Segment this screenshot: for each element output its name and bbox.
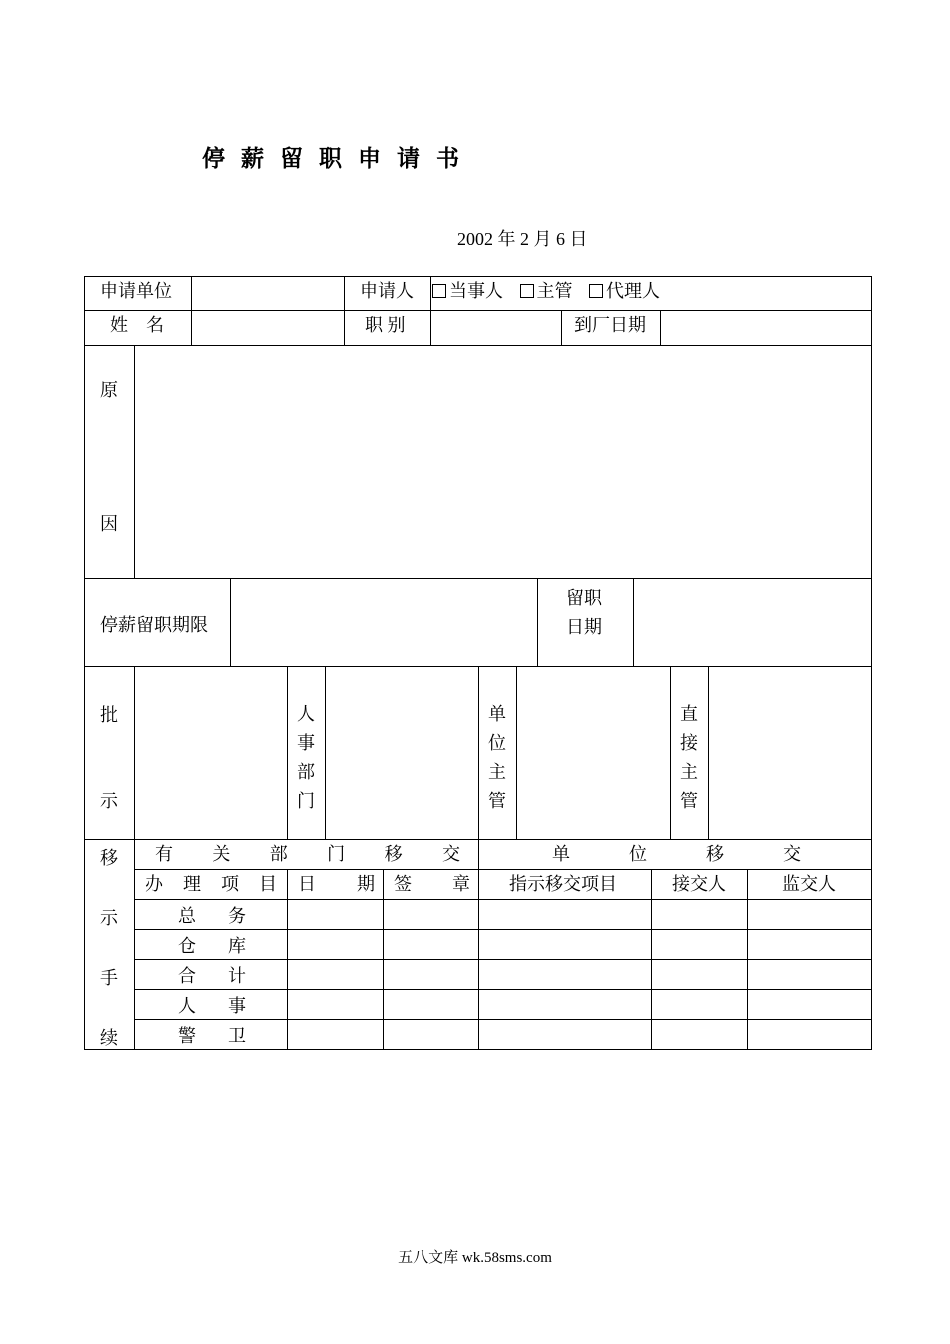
party-checkbox[interactable]	[432, 284, 446, 298]
application-form	[84, 276, 872, 1050]
hr-field[interactable]	[325, 666, 479, 840]
col-instruction-header	[478, 869, 652, 900]
col-date-char: 日	[298, 874, 316, 894]
handover-side-char: 示	[100, 908, 118, 928]
unit-field[interactable]	[191, 276, 345, 311]
dept-header-char: 门	[327, 844, 346, 864]
col-item-header	[134, 869, 288, 900]
direct-manager-field[interactable]	[708, 666, 872, 840]
col-sign-char: 签	[394, 874, 412, 894]
direct-manager-char: 直	[680, 704, 698, 724]
dept-header-char: 移	[384, 844, 403, 864]
row-supervisor-field[interactable]	[747, 959, 872, 990]
row-item-cell	[134, 929, 288, 960]
reason-field[interactable]	[134, 345, 872, 579]
row-item-char: 务	[228, 906, 246, 926]
row-receiver-field[interactable]	[651, 1019, 748, 1050]
period-field[interactable]	[230, 578, 538, 667]
unit-manager-char: 管	[488, 791, 506, 811]
reason-label-top: 原	[100, 380, 118, 400]
col-sign-header	[383, 869, 479, 900]
unit-label-cell	[84, 276, 192, 311]
col-item-char: 目	[259, 874, 277, 894]
row-item-char: 警	[178, 1026, 196, 1046]
row-item-char: 仓	[178, 936, 196, 956]
row-date-field[interactable]	[287, 1019, 384, 1050]
unit-manager-label-cell	[478, 666, 517, 840]
unit-manager-field[interactable]	[516, 666, 671, 840]
row-item-char: 事	[228, 996, 246, 1016]
handover-side-char: 手	[100, 968, 118, 988]
approval-field[interactable]	[134, 666, 288, 840]
row-sign-field[interactable]	[383, 929, 479, 960]
name-field[interactable]	[191, 310, 345, 346]
col-receiver-label: 接交人	[672, 874, 726, 894]
retain-date-label-line1: 留职	[566, 588, 602, 608]
col-date-header	[287, 869, 384, 900]
row-date-field[interactable]	[287, 989, 384, 1020]
row-item-char: 库	[228, 936, 246, 956]
hr-char: 人	[297, 704, 315, 724]
handover-side-char: 移	[100, 848, 118, 868]
row-receiver-field[interactable]	[651, 959, 748, 990]
agent-checkbox[interactable]	[589, 284, 603, 298]
col-instruction-label: 指示移交项目	[509, 874, 617, 894]
hr-char: 门	[297, 791, 315, 811]
col-date-char: 期	[357, 874, 375, 894]
row-item-char: 总	[178, 906, 196, 926]
supervisor-checkbox[interactable]	[520, 284, 534, 298]
row-sign-field[interactable]	[383, 959, 479, 990]
handover-label-cell	[84, 839, 135, 1050]
row-receiver-field[interactable]	[651, 929, 748, 960]
row-item-char: 人	[178, 996, 196, 1016]
approval-label-cell	[84, 666, 135, 840]
unit-handover-header	[478, 839, 872, 870]
direct-manager-label-cell	[670, 666, 709, 840]
row-instruction-field[interactable]	[478, 899, 652, 930]
hr-label-cell	[287, 666, 326, 840]
row-instruction-field[interactable]	[478, 1019, 652, 1050]
dept-header-char: 关	[212, 844, 231, 864]
name-label-cell	[84, 310, 192, 346]
retain-date-field[interactable]	[633, 578, 872, 667]
title-field[interactable]	[430, 310, 562, 346]
supervisor-option-label: 主管	[536, 281, 573, 301]
dept-handover-header	[134, 839, 479, 870]
row-sign-field[interactable]	[383, 1019, 479, 1050]
row-sign-field[interactable]	[383, 899, 479, 930]
handover-side-char: 续	[100, 1028, 118, 1048]
row-item-cell	[134, 899, 288, 930]
direct-manager-char: 管	[680, 791, 698, 811]
reason-label-cell	[84, 345, 135, 579]
title-label-cell	[344, 310, 431, 346]
col-supervisor-header	[747, 869, 872, 900]
retain-date-label-cell	[537, 578, 634, 667]
row-instruction-field[interactable]	[478, 989, 652, 1020]
row-item-cell	[134, 1019, 288, 1050]
col-item-char: 项	[221, 874, 239, 894]
applicant-label-cell	[344, 276, 431, 311]
arrival-date-field[interactable]	[660, 310, 872, 346]
period-label: 停薪留职期限	[100, 615, 208, 635]
party-option-label: 当事人	[449, 281, 503, 301]
unit-header-char: 移	[706, 844, 724, 864]
row-sign-field[interactable]	[383, 989, 479, 1020]
approval-label-top: 批	[100, 705, 118, 725]
unit-header-char: 位	[629, 844, 647, 864]
unit-manager-char: 单	[488, 704, 506, 724]
unit-header-char: 交	[783, 844, 801, 864]
col-item-char: 理	[183, 874, 201, 894]
row-item-char: 卫	[228, 1026, 246, 1046]
applicant-label: 申请人	[360, 281, 414, 301]
row-item-cell	[134, 989, 288, 1020]
dept-header-char: 交	[441, 844, 460, 864]
row-supervisor-field[interactable]	[747, 989, 872, 1020]
row-date-field[interactable]	[287, 899, 384, 930]
dept-header-char: 部	[269, 844, 288, 864]
application-date: 2002 年 2 月 6 日	[457, 229, 588, 249]
row-receiver-field[interactable]	[651, 989, 748, 1020]
col-supervisor-label: 监交人	[782, 874, 836, 894]
col-receiver-header	[651, 869, 748, 900]
title-label: 职 别	[365, 315, 406, 335]
hr-char: 事	[297, 733, 315, 753]
page-title: 停薪留职申请书	[202, 146, 475, 172]
applicant-options	[430, 276, 872, 311]
direct-manager-char: 主	[680, 762, 698, 782]
unit-header-char: 单	[552, 844, 570, 864]
row-item-cell	[134, 959, 288, 990]
period-label-cell	[84, 578, 231, 667]
dept-header-char: 有	[155, 844, 173, 864]
arrival-label-cell	[561, 310, 661, 346]
row-date-field[interactable]	[287, 959, 384, 990]
col-sign-char: 章	[452, 874, 470, 894]
footer-source: 五八文库 wk.58sms.com	[398, 1250, 552, 1266]
retain-date-label-line2: 日期	[566, 617, 602, 637]
approval-label-bottom: 示	[100, 791, 118, 811]
row-supervisor-field[interactable]	[747, 929, 872, 960]
direct-manager-char: 接	[680, 733, 698, 753]
row-instruction-field[interactable]	[478, 959, 652, 990]
row-date-field[interactable]	[287, 929, 384, 960]
agent-option-label: 代理人	[606, 281, 660, 301]
row-receiver-field[interactable]	[651, 899, 748, 930]
row-item-char: 计	[228, 966, 246, 986]
unit-manager-char: 位	[488, 733, 506, 753]
unit-label: 申请单位	[100, 281, 172, 301]
col-item-char: 办	[145, 874, 163, 894]
row-supervisor-field[interactable]	[747, 899, 872, 930]
row-item-char: 合	[178, 966, 196, 986]
name-label: 姓 名	[110, 315, 164, 335]
reason-label-bottom: 因	[100, 514, 118, 534]
arrival-date-label: 到厂日期	[574, 315, 646, 335]
hr-char: 部	[297, 762, 315, 782]
row-instruction-field[interactable]	[478, 929, 652, 960]
unit-manager-char: 主	[488, 762, 506, 782]
row-supervisor-field[interactable]	[747, 1019, 872, 1050]
